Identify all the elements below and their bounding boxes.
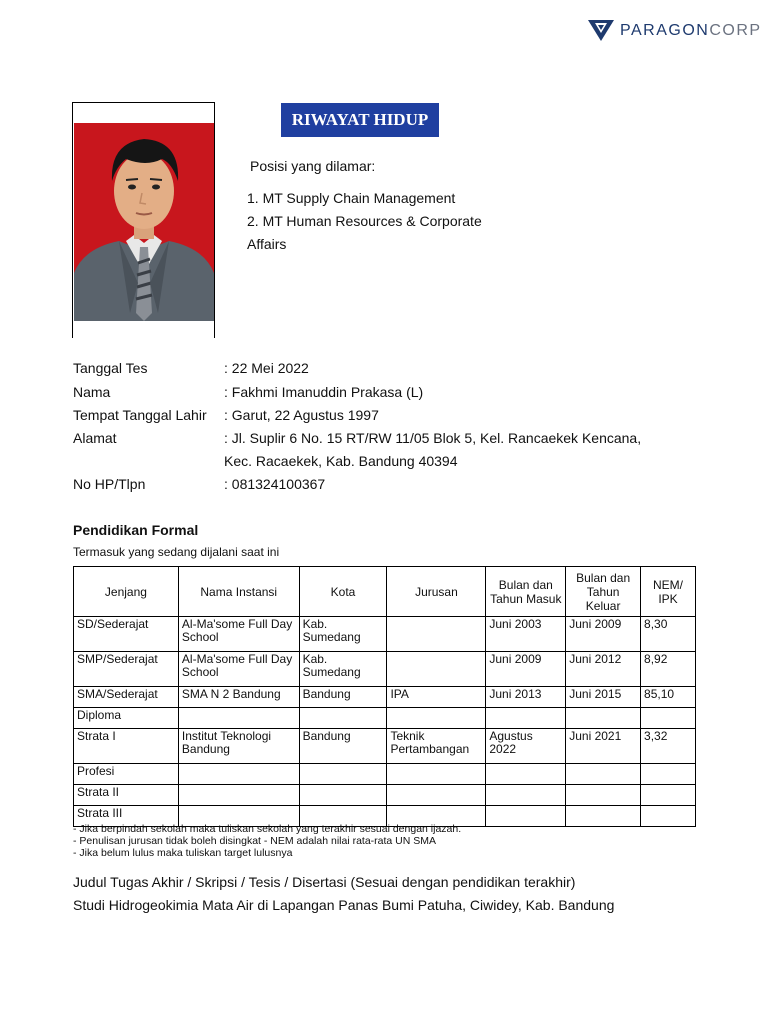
table-cell: Diploma <box>74 708 179 729</box>
info-value-alamat-line2: Kec. Racaekek, Kab. Bandung 40394 <box>224 453 458 469</box>
info-label-nama: Nama <box>73 384 111 400</box>
table-cell: SD/Sederajat <box>74 617 179 652</box>
paragon-logo <box>588 20 762 42</box>
education-note: - Penulisan jurusan tidak boleh disingkat - NEM adalah nilai rata-rata UN SMA <box>73 835 437 847</box>
table-cell: SMA/Sederajat <box>74 687 179 708</box>
info-value-tanggal-tes: : 22 Mei 2022 <box>224 360 309 376</box>
table-cell <box>299 785 387 806</box>
applicant-portrait <box>74 123 214 321</box>
table-cell <box>486 708 566 729</box>
table-cell <box>486 785 566 806</box>
table-cell: Strata II <box>74 785 179 806</box>
info-label-alamat: Alamat <box>73 430 117 446</box>
table-cell: Bandung <box>299 729 387 764</box>
table-cell <box>566 708 641 729</box>
table-row <box>74 764 696 785</box>
table-cell <box>566 806 641 827</box>
posisi-item: 1. MT Supply Chain Management <box>247 190 456 206</box>
table-cell <box>299 764 387 785</box>
table-header: NEM/ IPK <box>641 567 696 617</box>
table-cell: 8,30 <box>641 617 696 652</box>
table-cell: Juni 2021 <box>566 729 641 764</box>
education-note: - Jika belum lulus maka tuliskan target lulusnya <box>73 847 293 859</box>
education-subtitle: Termasuk yang sedang dijalani saat ini <box>73 545 280 559</box>
info-label-ttl: Tempat Tanggal Lahir <box>73 407 207 423</box>
table-cell <box>641 764 696 785</box>
table-row <box>74 708 696 729</box>
table-header: Jurusan <box>387 567 486 617</box>
table-cell <box>566 764 641 785</box>
table-cell <box>178 708 299 729</box>
table-cell: Kab. Sumedang <box>299 652 387 687</box>
posisi-item: Affairs <box>247 236 287 252</box>
thesis-label: Judul Tugas Akhir / Skripsi / Tesis / Disertasi (Sesuai dengan pendidikan terakhir) <box>73 874 576 890</box>
table-cell: Juni 2012 <box>566 652 641 687</box>
table-row <box>74 729 696 764</box>
table-cell <box>387 785 486 806</box>
table-header: Bulan dan Tahun Masuk <box>486 567 566 617</box>
table-cell <box>178 785 299 806</box>
applicant-photo <box>74 123 214 321</box>
table-cell: Juni 2009 <box>486 652 566 687</box>
info-value-nama: : Fakhmi Imanuddin Prakasa (L) <box>224 384 424 400</box>
table-cell <box>641 806 696 827</box>
info-label-tanggal-tes: Tanggal Tes <box>73 360 148 376</box>
table-cell: 3,32 <box>641 729 696 764</box>
table-cell: Strata III <box>74 806 179 827</box>
table-cell <box>387 652 486 687</box>
table-cell: Juni 2003 <box>486 617 566 652</box>
table-cell <box>641 785 696 806</box>
table-cell: Juni 2015 <box>566 687 641 708</box>
table-cell <box>387 764 486 785</box>
table-row <box>74 687 696 708</box>
photo-frame <box>72 102 215 338</box>
table-cell: SMA N 2 Bandung <box>178 687 299 708</box>
table-cell <box>299 708 387 729</box>
table-header: Jenjang <box>74 567 179 617</box>
table-header: Nama Instansi <box>178 567 299 617</box>
page-title: RIWAYAT HIDUP <box>281 103 439 137</box>
table-header: Bulan dan Tahun Keluar <box>566 567 641 617</box>
table-row <box>74 785 696 806</box>
table-cell <box>178 764 299 785</box>
education-table <box>73 566 696 827</box>
thesis-title: Studi Hidrogeokimia Mata Air di Lapangan Panas Bumi Patuha, Ciwidey, Kab. Bandung <box>73 897 615 913</box>
table-cell <box>387 617 486 652</box>
table-header-row <box>74 567 696 617</box>
brand-name: PARAGONCORP <box>620 22 762 39</box>
table-cell: IPA <box>387 687 486 708</box>
info-label-hp: No HP/Tlpn <box>73 476 146 492</box>
table-cell: Institut Teknologi Bandung <box>178 729 299 764</box>
table-cell <box>387 708 486 729</box>
table-cell: Agustus 2022 <box>486 729 566 764</box>
education-title: Pendidikan Formal <box>73 522 199 538</box>
table-cell: 85,10 <box>641 687 696 708</box>
table-row <box>74 652 696 687</box>
posisi-item: 2. MT Human Resources & Corporate <box>247 213 482 229</box>
table-header: Kota <box>299 567 387 617</box>
paragon-logo-icon <box>588 20 614 42</box>
table-cell: Kab. Sumedang <box>299 617 387 652</box>
table-cell: Teknik Pertambangan <box>387 729 486 764</box>
table-cell: Bandung <box>299 687 387 708</box>
table-cell: SMP/Sederajat <box>74 652 179 687</box>
table-cell <box>641 708 696 729</box>
info-value-hp: : 081324100367 <box>224 476 326 492</box>
posisi-label: Posisi yang dilamar: <box>250 158 376 174</box>
table-cell: Juni 2009 <box>566 617 641 652</box>
education-note: - Jika berpindah sekolah maka tuliskan sekolah yang terakhir sesuai dengan ijazah. <box>73 823 462 835</box>
table-cell: Strata I <box>74 729 179 764</box>
table-cell: Al-Ma'some Full Day School <box>178 617 299 652</box>
table-cell <box>486 764 566 785</box>
table-cell: Al-Ma'some Full Day School <box>178 652 299 687</box>
table-row <box>74 617 696 652</box>
info-value-ttl: : Garut, 22 Agustus 1997 <box>224 407 379 423</box>
info-value-alamat: : Jl. Suplir 6 No. 15 RT/RW 11/05 Blok 5, Kel. Rancaekek Kencana, <box>224 430 642 446</box>
table-cell: Juni 2013 <box>486 687 566 708</box>
table-cell <box>566 785 641 806</box>
table-cell: Profesi <box>74 764 179 785</box>
table-cell <box>486 806 566 827</box>
table-cell: 8,92 <box>641 652 696 687</box>
